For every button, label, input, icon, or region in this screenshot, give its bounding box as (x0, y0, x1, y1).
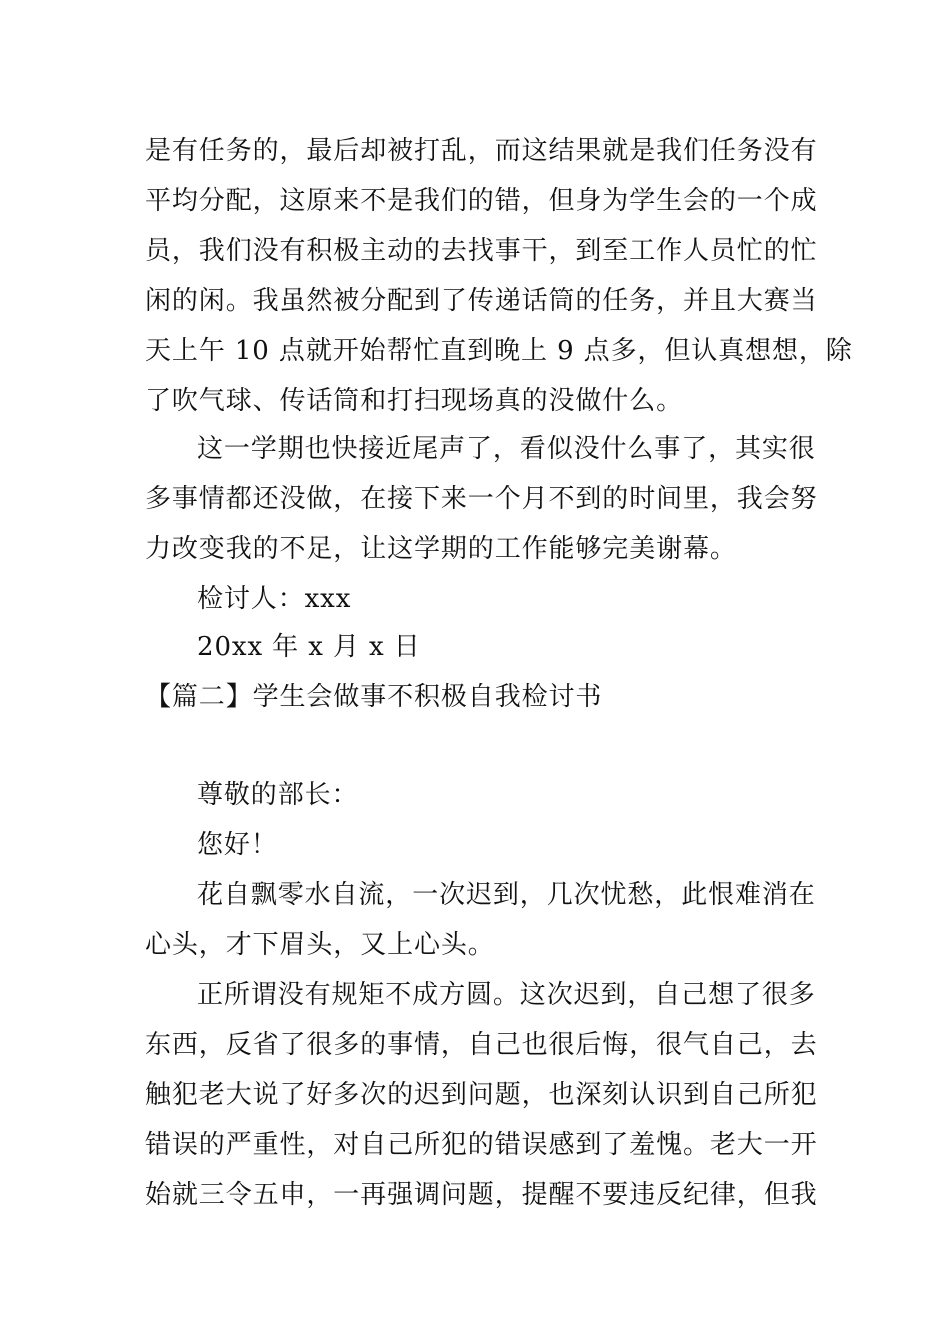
paragraph-line: 员，我们没有积极主动的去找事干，到至工作人员忙的忙 (145, 236, 818, 266)
paragraph-line: 始就三令五申，一再强调问题，提醒不要违反纪律，但我 (145, 1180, 818, 1210)
greeting: 您好！ (197, 830, 278, 860)
paragraph-line: 平均分配，这原来不是我们的错，但身为学生会的一个成 (145, 186, 818, 216)
section-heading: 【篇二】学生会做事不积极自我检讨书 (145, 682, 603, 712)
paragraph-line: 正所谓没有规矩不成方圆。这次迟到，自己想了很多 (197, 980, 816, 1010)
paragraph-line: 东西，反省了很多的事情，自己也很后悔，很气自己，去 (145, 1030, 818, 1060)
paragraph-line: 心头，才下眉头，又上心头。 (145, 930, 495, 960)
salutation: 尊敬的部长： (197, 780, 359, 810)
paragraph-line: 错误的严重性，对自己所犯的错误感到了羞愧。老大一开 (145, 1130, 818, 1160)
paragraph-line: 多事情都还没做，在接下来一个月不到的时间里，我会努 (145, 484, 818, 514)
signature-line: 检讨人：xxx (197, 584, 352, 614)
paragraph-line: 力改变我的不足，让这学期的工作能够完美谢幕。 (145, 534, 737, 564)
paragraph-line: 花自飘零水自流，一次迟到，几次忧愁，此恨难消在 (197, 880, 816, 910)
paragraph-line: 天上午 10 点就开始帮忙直到晚上 9 点多，但认真想想，除 (145, 336, 853, 366)
paragraph-line: 是有任务的，最后却被打乱，而这结果就是我们任务没有 (145, 136, 818, 166)
paragraph-line: 了吹气球、传话筒和打扫现场真的没做什么。 (145, 386, 684, 416)
paragraph-line: 触犯老大说了好多次的迟到问题，也深刻认识到自己所犯 (145, 1080, 818, 1110)
date-line: 20xx 年 x 月 x 日 (197, 632, 421, 662)
paragraph-line: 闲的闲。我虽然被分配到了传递话筒的任务，并且大赛当 (145, 286, 818, 316)
paragraph-line: 这一学期也快接近尾声了，看似没什么事了，其实很 (197, 434, 816, 464)
